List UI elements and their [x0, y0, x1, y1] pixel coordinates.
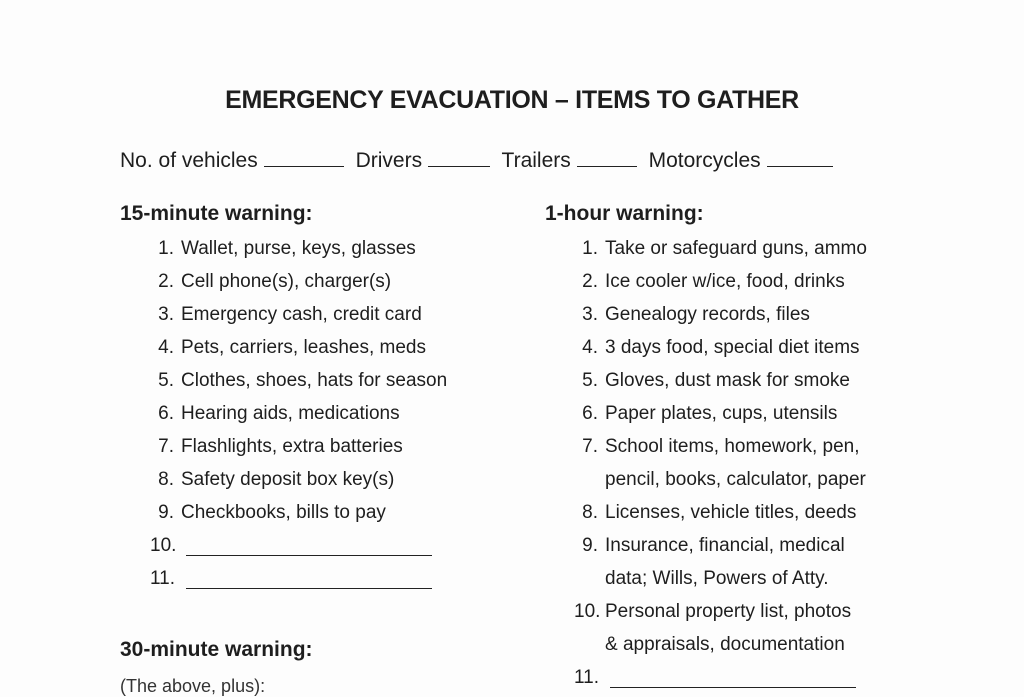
- list-item-text: Hearing aids, medications: [181, 403, 400, 424]
- list-item-number: 8.: [158, 469, 174, 490]
- list-item-number: 4.: [582, 337, 598, 358]
- list-item-text: Insurance, financial, medical: [605, 535, 845, 556]
- list-item-text: School items, homework, pen,: [605, 436, 860, 457]
- list-item-number: 9.: [158, 502, 174, 523]
- list-item-number: 9.: [582, 535, 598, 556]
- page-title: EMERGENCY EVACUATION – ITEMS TO GATHER: [225, 86, 799, 114]
- drivers-blank[interactable]: [428, 146, 490, 167]
- list-item-text: Gloves, dust mask for smoke: [605, 370, 850, 391]
- list-item-number: 6.: [582, 403, 598, 424]
- list-item-text: Wallet, purse, keys, glasses: [181, 238, 416, 259]
- list-item-text: Paper plates, cups, utensils: [605, 403, 838, 424]
- trailers-label: Trailers: [501, 149, 571, 172]
- list-item-number: 4.: [158, 337, 174, 358]
- list-item-text: Emergency cash, credit card: [181, 304, 422, 325]
- list-item-number: 2.: [158, 271, 174, 292]
- thirty-minute-subtitle: (The above, plus):: [120, 676, 266, 696]
- list-item-text: Cell phone(s), charger(s): [181, 271, 392, 292]
- list-item-text: & appraisals, documentation: [605, 634, 845, 655]
- fill-in-blank[interactable]: [610, 665, 856, 688]
- list-item-number: 11.: [574, 667, 600, 688]
- motorcycles-blank[interactable]: [767, 146, 833, 167]
- list-item-text: Clothes, shoes, hats for season: [181, 370, 448, 391]
- list-item-number: 10.: [150, 535, 177, 556]
- list-item-text: Personal property list, photos: [605, 601, 852, 622]
- fifteen-minute-heading: 15-minute warning:: [120, 202, 313, 225]
- vehicles-blank[interactable]: [264, 146, 344, 167]
- list-item-number: 7.: [158, 436, 174, 457]
- list-item-text: Pets, carriers, leashes, meds: [181, 337, 426, 358]
- list-item-number: 2.: [582, 271, 598, 292]
- list-item-text: 3 days food, special diet items: [605, 337, 860, 358]
- list-item-number: 3.: [158, 304, 174, 325]
- list-item-number: 11.: [150, 568, 176, 589]
- list-item-number: 7.: [582, 436, 598, 457]
- one-hour-heading: 1-hour warning:: [545, 202, 704, 225]
- list-item-number: 10.: [574, 601, 601, 622]
- drivers-label: Drivers: [355, 149, 423, 172]
- list-item-number: 6.: [158, 403, 174, 424]
- list-item-number: 5.: [582, 370, 598, 391]
- list-item-text: Licenses, vehicle titles, deeds: [605, 502, 857, 523]
- fill-in-blank[interactable]: [186, 566, 432, 589]
- thirty-minute-heading: 30-minute warning:: [120, 638, 313, 661]
- list-item-text: pencil, books, calculator, paper: [605, 469, 866, 490]
- list-item-text: Take or safeguard guns, ammo: [605, 238, 867, 259]
- list-item-number: 1.: [582, 238, 598, 259]
- list-item-number: 3.: [582, 304, 598, 325]
- fill-in-blank[interactable]: [186, 533, 432, 556]
- trailers-blank[interactable]: [577, 146, 637, 167]
- list-item-number: 8.: [582, 502, 598, 523]
- list-item-text: data; Wills, Powers of Atty.: [605, 568, 829, 589]
- list-item-text: Safety deposit box key(s): [181, 469, 395, 490]
- motorcycles-label: Motorcycles: [648, 149, 761, 172]
- list-item-text: Flashlights, extra batteries: [181, 436, 403, 457]
- list-item-text: Checkbooks, bills to pay: [181, 502, 386, 523]
- list-item-number: 5.: [158, 370, 174, 391]
- list-item-text: Genealogy records, files: [605, 304, 810, 325]
- vehicle-counts-row: [120, 146, 839, 173]
- list-item-text: Ice cooler w/ice, food, drinks: [605, 271, 845, 292]
- list-item-number: 1.: [158, 238, 174, 259]
- vehicles-label: No. of vehicles: [120, 149, 258, 172]
